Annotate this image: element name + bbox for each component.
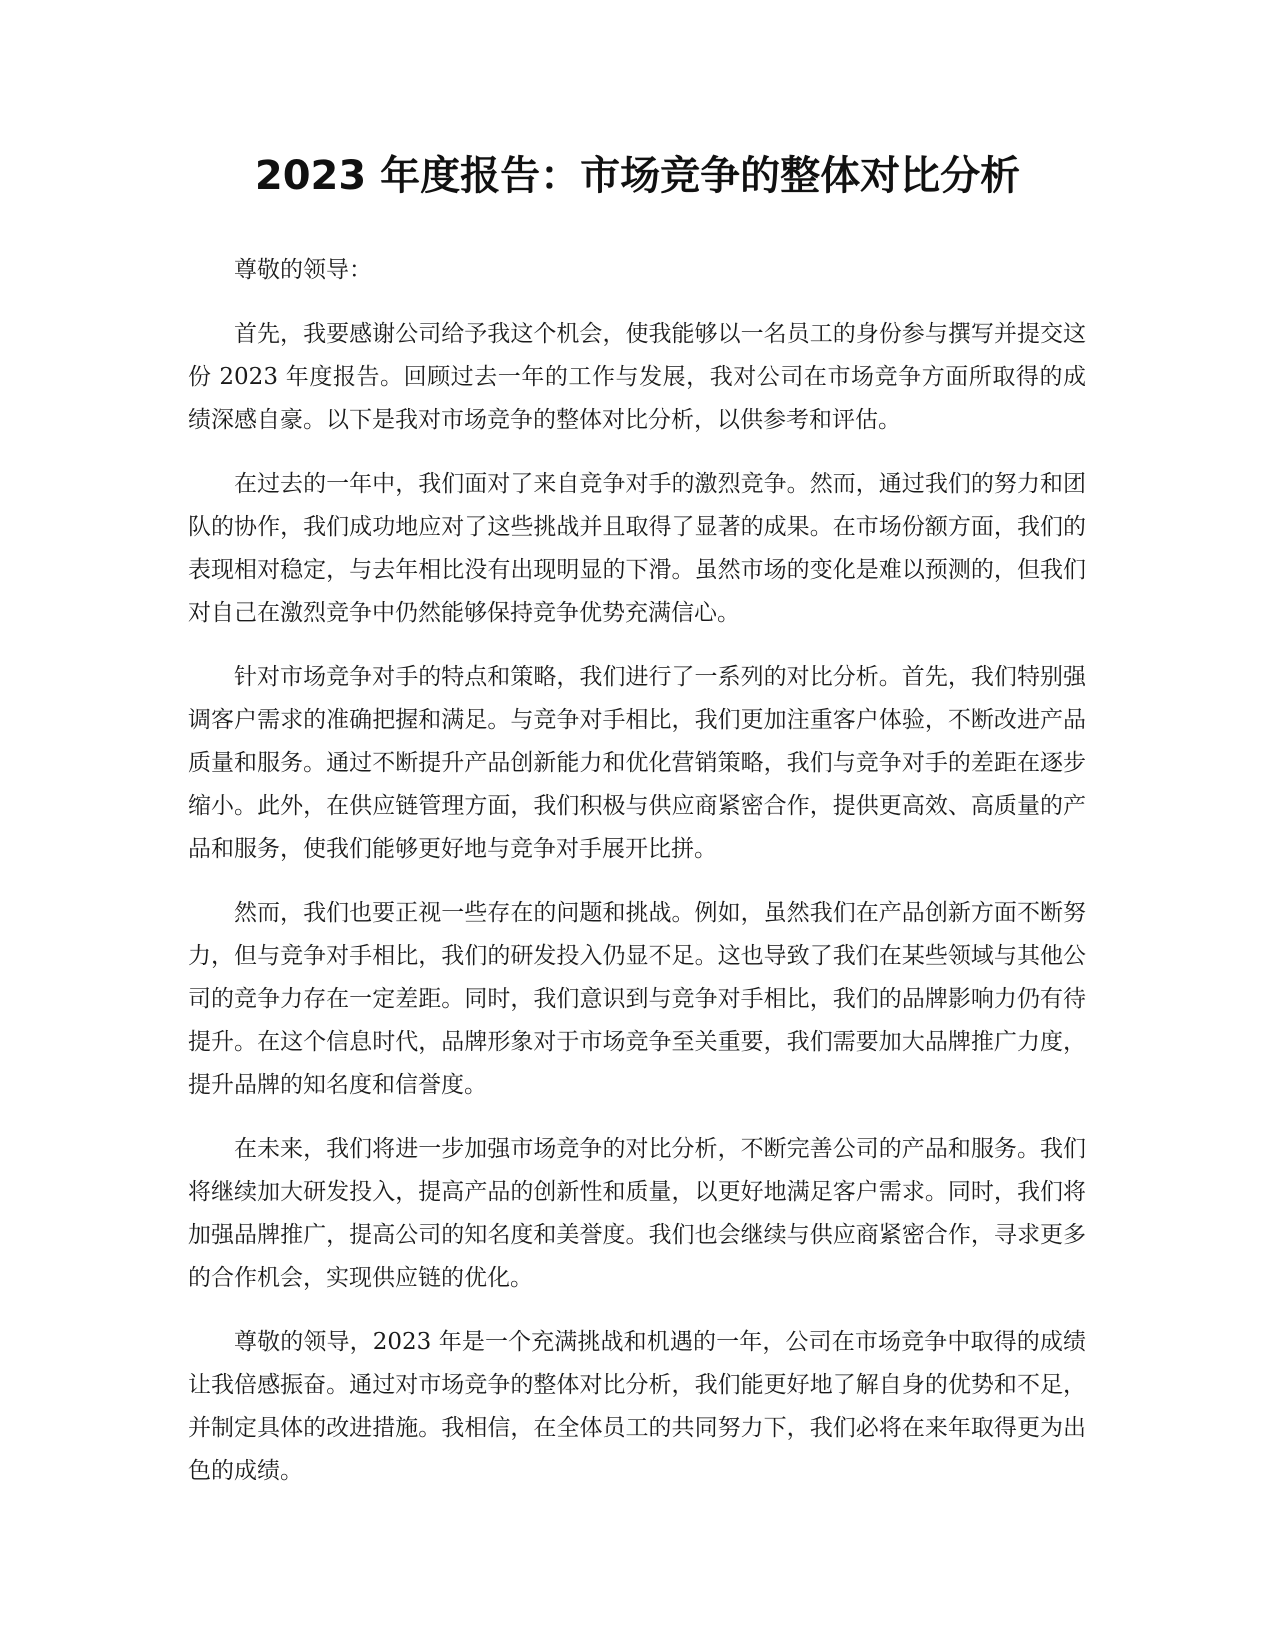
document-body: [188, 249, 1086, 1514]
paragraph-4: 然而，我们也要正视一些存在的问题和挑战。例如，虽然我们在产品创新方面不断努力，但与竞争对手相比，我们的研发投入仍显不足。这也导致了我们在某些领域与其他公司的竞争力存在一定差距。同时，我们意识到与竞争对手相比，我们的品牌影响力仍有待提升。在这个信息时代，品牌形象对于市场竞争至关重要，我们需要加大品牌推广力度，提升品牌的知名度和信誉度。: [188, 900, 1086, 1098]
salutation: 尊敬的领导：: [234, 257, 372, 283]
paragraph-1: 首先，我要感谢公司给予我这个机会，使我能够以一名员工的身份参与撰写并提交这份 2023 年度报告。回顾过去一年的工作与发展，我对公司在市场竞争方面所取得的成绩深感自豪。以下是我对市场竞争的整体对比分析，以供参考和评估。: [188, 321, 1086, 433]
paragraph-2: 在过去的一年中，我们面对了来自竞争对手的激烈竞争。然而，通过我们的努力和团队的协作，我们成功地应对了这些挑战并且取得了显著的成果。在市场份额方面，我们的表现相对稳定，与去年相比没有出现明显的下滑。虽然市场的变化是难以预测的，但我们对自己在激烈竞争中仍然能够保持竞争优势充满信心。: [188, 471, 1086, 626]
paragraph-5: 在未来，我们将进一步加强市场竞争的对比分析，不断完善公司的产品和服务。我们将继续加大研发投入，提高产品的创新性和质量，以更好地满足客户需求。同时，我们将加强品牌推广，提高公司的知名度和美誉度。我们也会继续与供应商紧密合作，寻求更多的合作机会，实现供应链的优化。: [188, 1136, 1086, 1291]
paragraph-3: 针对市场竞争对手的特点和策略，我们进行了一系列的对比分析。首先，我们特别强调客户需求的准确把握和满足。与竞争对手相比，我们更加注重客户体验，不断改进产品质量和服务。通过不断提升产品创新能力和优化营销策略，我们与竞争对手的差距在逐步缩小。此外，在供应链管理方面，我们积极与供应商紧密合作，提供更高效、高质量的产品和服务，使我们能够更好地与竞争对手展开比拼。: [188, 664, 1086, 862]
document-title: 2023 年度报告：市场竞争的整体对比分析: [254, 153, 1021, 199]
paragraph-6: 尊敬的领导，2023 年是一个充满挑战和机遇的一年，公司在市场竞争中取得的成绩让我倍感振奋。通过对市场竞争的整体对比分析，我们能更好地了解自身的优势和不足，并制定具体的改进措施。我相信，在全体员工的共同努力下，我们必将在来年取得更为出色的成绩。: [188, 1329, 1086, 1484]
